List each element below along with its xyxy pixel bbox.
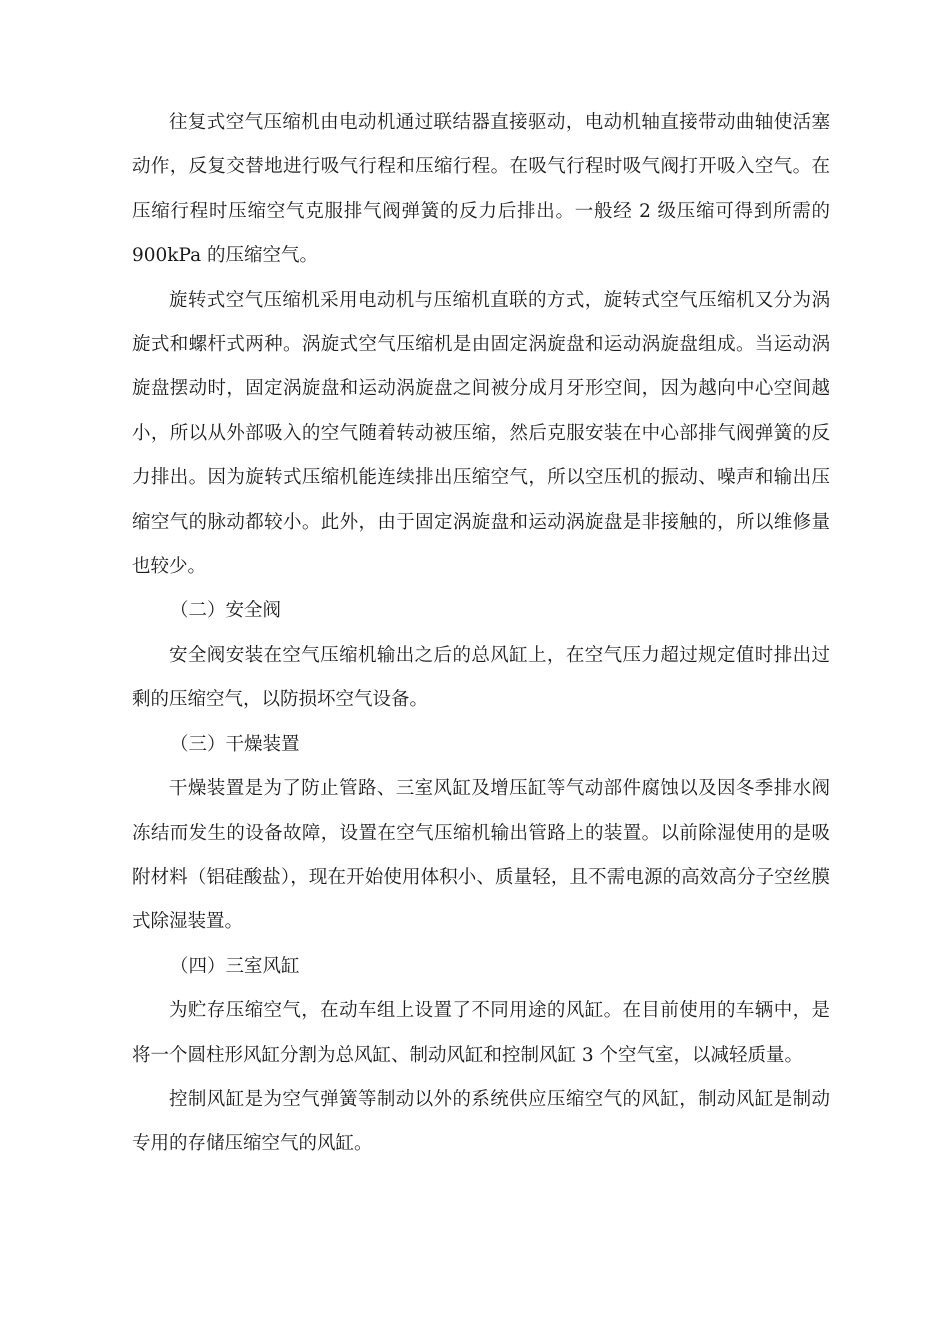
section-heading-safety-valve: （二）安全阀 (170, 600, 282, 622)
paragraph-three-chamber-reservoir: 为贮存压缩空气，在动车组上设置了不同用途的风缸。在目前使用的车辆中，是将一个圆柱形风缸分割为总风缸、制动风缸和控制风缸 3 个空气室，以减轻质量。 (132, 1000, 830, 1066)
paragraph-drying-device: 干燥装置是为了防止管路、三室风缸及增压缸等气动部件腐蚀以及因冬季排水阀冻结而发生的设备故障，设置在空气压缩机输出管路上的装置。以前除湿使用的是吸附材料（铝硅酸盐），现在开始使用体积小、质量轻，且不需电源的高效高分子空丝膜式除湿装置。 (132, 778, 830, 933)
paragraph-rotary-compressor: 旋转式空气压缩机采用电动机与压缩机直联的方式，旋转式空气压缩机又分为涡旋式和螺杆式两种。涡旋式空气压缩机是由固定涡旋盘和运动涡旋盘组成。当运动涡旋盘摆动时，固定涡旋盘和运动涡旋盘之间被分成月牙形空间，因为越向中心空间越小，所以从外部吸入的空气随着转动被压缩，然后克服安装在中心部排气阀弹簧的反力排出。因为旋转式压缩机能连续排出压缩空气，所以空压机的振动、噪声和输出压缩空气的脉动都较小。此外，由于固定涡旋盘和运动涡旋盘是非接触的，所以维修量也较少。 (132, 289, 830, 578)
document-body (132, 101, 830, 1167)
section-heading-drying-device: （三）干燥装置 (170, 733, 300, 755)
paragraph-safety-valve: 安全阀安装在空气压缩机输出之后的总风缸上，在空气压力超过规定值时排出过剩的压缩空气，以防损坏空气设备。 (132, 644, 830, 711)
paragraph-control-reservoir: 控制风缸是为空气弹簧等制动以外的系统供应压缩空气的风缸，制动风缸是制动专用的存储压缩空气的风缸。 (132, 1088, 830, 1155)
paragraph-reciprocating-compressor: 往复式空气压缩机由电动机通过联结器直接驱动，电动机轴直接带动曲轴使活塞动作，反复交替地进行吸气行程和压缩行程。在吸气行程时吸气阀打开吸入空气。在压缩行程时压缩空气克服排气阀弹簧的反力后排出。一般经 2 级压缩可得到所需的 900kPa 的压缩空气。 (132, 112, 830, 267)
section-heading-three-chamber-reservoir: （四）三室风缸 (170, 955, 300, 977)
